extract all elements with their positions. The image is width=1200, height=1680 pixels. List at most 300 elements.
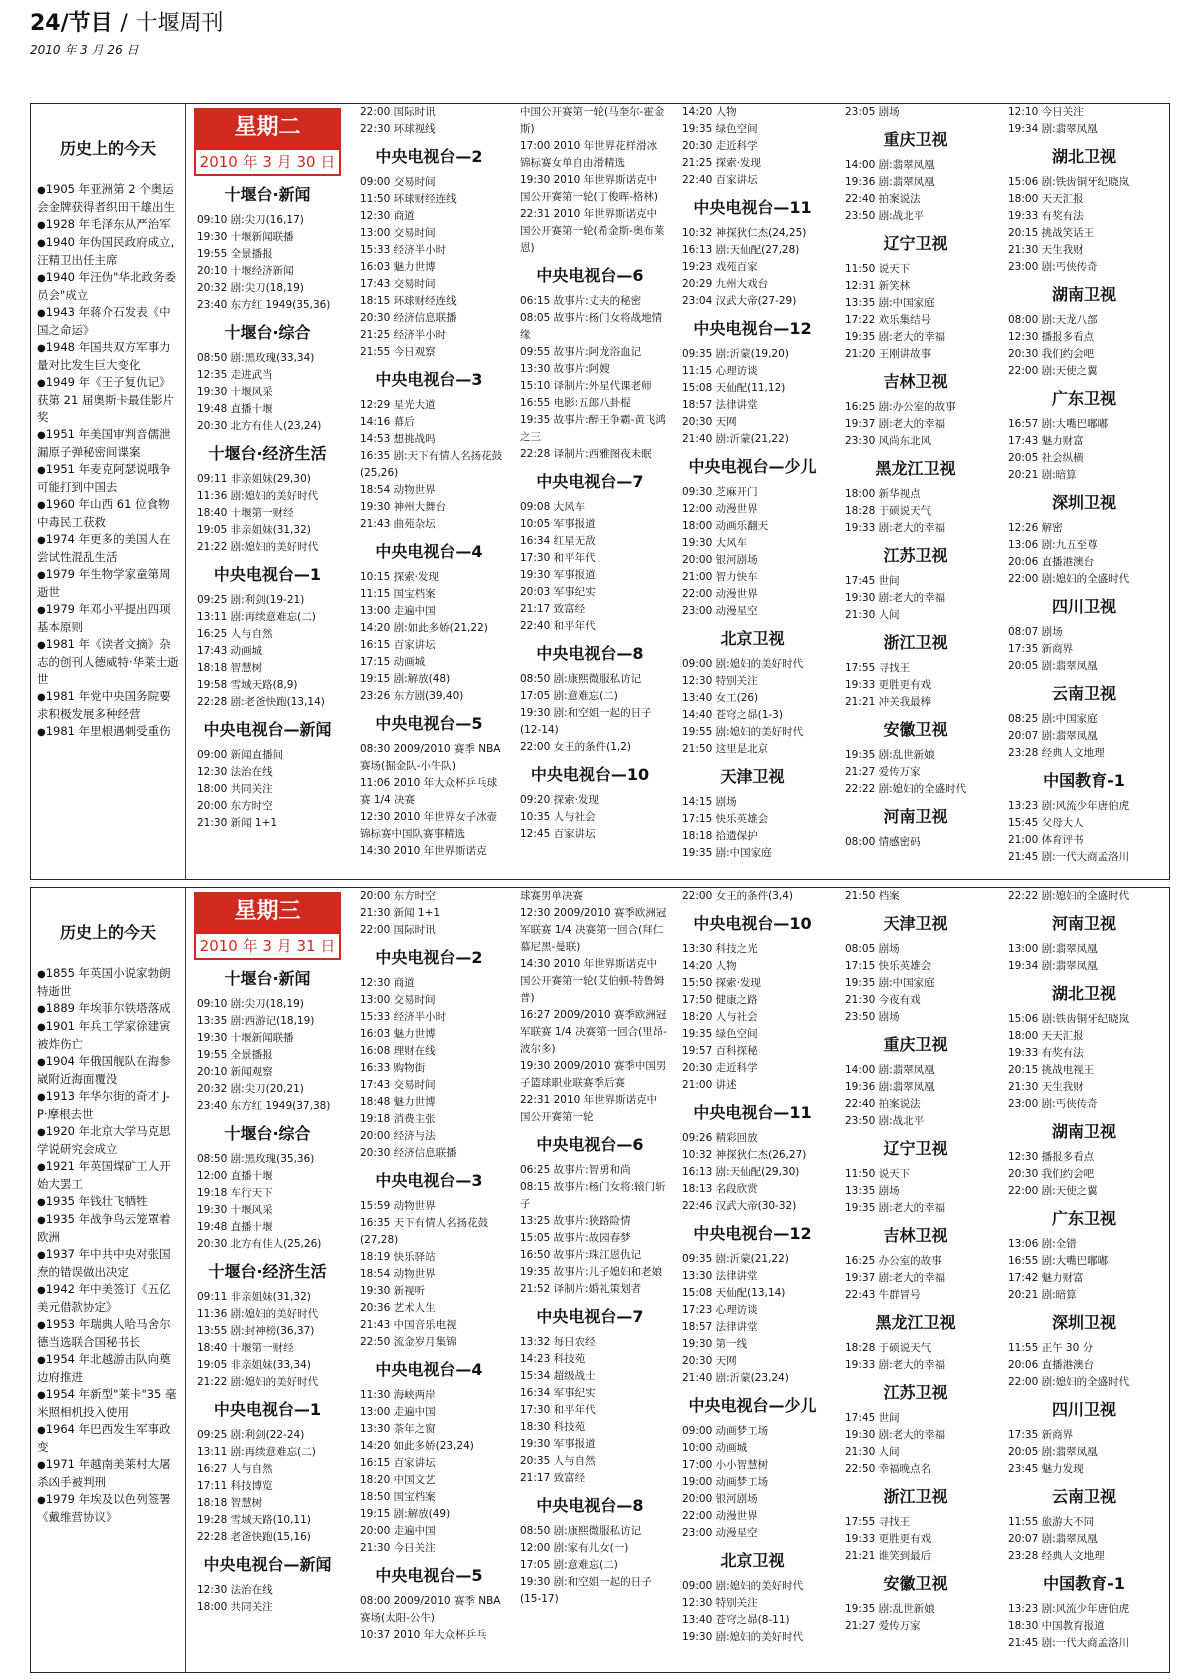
program-listing: 20:00 经济与法 xyxy=(360,1130,436,1142)
channel-name: 中央电视台—8 xyxy=(536,644,644,663)
channel-name: 江苏卫视 xyxy=(883,1383,948,1402)
program-listing: 16:03 魅力世博 xyxy=(360,1028,436,1040)
history-title: 历史上的今天 xyxy=(59,923,156,942)
program-listing: 18:57 法律讲堂 xyxy=(682,399,758,411)
section-name: 节目 xyxy=(68,11,113,36)
program-listing: 14:20 如此多娇(23,24) xyxy=(360,1440,474,1452)
channel-name: 中央电视台—少儿 xyxy=(688,1396,817,1415)
program-listing: 20:30 走近科学 xyxy=(682,1062,758,1074)
program-listing: 19:35 剧:老大的幸福 xyxy=(845,1202,946,1214)
channel-name: 吉林卫视 xyxy=(883,372,948,391)
program-listing: 19:30 十堰新闻联播 xyxy=(197,1032,294,1044)
channel-name: 天津卫视 xyxy=(883,914,948,933)
channel-name: 北京卫视 xyxy=(720,1551,785,1570)
program-listing: 16:15 百家讲坛 xyxy=(360,1457,436,1469)
program-listing: 19:30 军事报道 xyxy=(520,569,596,581)
program-listing: 12:30 2010 年世界女子冰壶锦标赛中国队赛事精选 xyxy=(360,811,498,840)
channel-name: 四川卫视 xyxy=(1051,597,1116,616)
history-item: ● 1979 年埃及以色列签署《戴维营协议》 xyxy=(37,1491,179,1526)
program-listing: 09:11 非亲姐妹(29,30) xyxy=(197,473,311,485)
program-listing: 20:00 银河剧场 xyxy=(682,554,758,566)
program-listing: 20:00 银河剧场 xyxy=(682,1493,758,1505)
history-item: ● 1855 年英国小说家勃朗特逝世 xyxy=(37,965,179,1000)
channel-name: 云南卫视 xyxy=(1051,684,1116,703)
program-listing: 23:28 经典人文地理 xyxy=(1008,747,1105,759)
program-listing: 18:54 动物世界 xyxy=(360,1268,436,1280)
history-item: ● 1951 年麦克阿瑟说哦争可能打到中国去 xyxy=(37,461,179,496)
program-listing: 12:30 特别关注 xyxy=(682,675,758,687)
program-listing: 17:30 和平年代 xyxy=(520,1404,596,1416)
program-listing: 17:42 魅力财富 xyxy=(1008,1272,1084,1284)
program-listing: 09:35 剧:沂蒙(21,22) xyxy=(682,1253,789,1265)
channel-name: 湖南卫视 xyxy=(1051,1122,1116,1141)
program-listing: 21:30 人间 xyxy=(845,609,900,621)
schedule-section-wednesday xyxy=(30,887,1170,1673)
history-item: ● 1928 年毛泽东从严治军 xyxy=(37,216,179,234)
program-listing: 12:30 法治在线 xyxy=(197,1584,273,1596)
program-listing: 19:35 剧:老大的幸福 xyxy=(845,331,946,343)
channel-name: 江苏卫视 xyxy=(883,546,948,565)
program-listing: 19:28 雪域天路(10,11) xyxy=(197,1514,311,1526)
program-listing: 13:35 剧:中国家庭 xyxy=(845,297,935,309)
program-listing: 10:37 2010 年大众杯乒乓 xyxy=(360,1629,487,1641)
program-listing: 15:33 经济半小时 xyxy=(360,244,447,256)
program-listing: 11:50 说天下 xyxy=(845,1168,911,1180)
program-listing: 22:50 幸福晚点名 xyxy=(845,1463,932,1475)
program-listing: 21:45 剧:一代大商孟洛川 xyxy=(1008,1637,1130,1649)
history-column xyxy=(31,888,186,1672)
program-listing: 17:45 世间 xyxy=(845,575,900,587)
channel-name: 中央电视台—5 xyxy=(375,714,483,733)
program-listing: 19:35 故事片:醉王争霸-黄飞鸿之三 xyxy=(520,414,666,443)
schedule-section-tuesday xyxy=(30,103,1170,880)
channel-name: 中央电视台—1 xyxy=(213,565,322,584)
program-listing: 11:50 说天下 xyxy=(845,263,911,275)
day-date: 2010 年 3 月 30 日 xyxy=(194,148,341,176)
channel-name: 中央电视台—7 xyxy=(536,472,644,491)
program-listing: 10:35 人与社会 xyxy=(520,811,596,823)
program-listing: 中国公开赛第一轮(马奎尔-霍金斯) xyxy=(520,106,665,135)
program-listing: 10:32 神探狄仁杰(24,25) xyxy=(682,227,807,239)
program-listing: 20:30 经济信息联播 xyxy=(360,1147,457,1159)
history-item: ● 1949 年《王子复仇记》获第 21 届奥斯卡最佳影片奖 xyxy=(37,374,179,426)
channel-name: 河南卫视 xyxy=(883,807,948,826)
program-listing: 14:16 幕后 xyxy=(360,416,415,428)
program-listing: 13:11 剧:再续意难忘(二) xyxy=(197,611,316,623)
program-listing: 16:57 剧:大嘴巴嘟嘟 xyxy=(1008,418,1109,430)
program-listing: 09:00 新闻直播间 xyxy=(197,749,284,761)
program-listing: 16:08 理财在线 xyxy=(360,1045,436,1057)
program-listing: 19:35 剧:乱世新娘 xyxy=(845,749,935,761)
program-listing: 20:30 北方有佳人(25,26) xyxy=(197,1238,322,1250)
channel-name: 浙江卫视 xyxy=(883,1487,948,1506)
program-listing: 06:25 故事片:智勇和尚 xyxy=(520,1164,631,1176)
program-listing: 16:13 剧:天仙配(29,30) xyxy=(682,1166,800,1178)
channel-name: 十堰台·新闻 xyxy=(224,969,311,988)
program-listing: 08:50 剧:康熙微服私访记 xyxy=(520,673,642,685)
program-listing: 19:30 剧:老大的幸福 xyxy=(845,592,946,604)
history-item: ● 1954 年新型"莱卡"35 毫米照相机投入使用 xyxy=(37,1386,179,1421)
channel-name: 安徽卫视 xyxy=(883,720,948,739)
program-listing: 19:18 消费主张 xyxy=(360,1113,436,1125)
program-listing: 18:20 中国文艺 xyxy=(360,1474,436,1486)
program-listing: 19:30 军事报道 xyxy=(520,1438,596,1450)
channel-name: 十堰台·新闻 xyxy=(224,185,311,204)
program-listing: 17:55 寻找王 xyxy=(845,662,911,674)
program-listing: 18:57 法律讲堂 xyxy=(682,1321,758,1333)
program-listing: 21:21 谁笑到最后 xyxy=(845,1550,932,1562)
program-listing: 22:40 和平年代 xyxy=(520,620,596,632)
program-listing: 21:43 曲苑杂坛 xyxy=(360,518,436,530)
program-listing: 16:03 魅力世博 xyxy=(360,261,436,273)
program-listing: 13:35 剧场 xyxy=(845,1185,900,1197)
program-listing: 14:20 人物 xyxy=(682,960,737,972)
program-listing: 13:00 走遍中国 xyxy=(360,1406,436,1418)
history-item: ● 1935 年钱壮飞牺牲 xyxy=(37,1193,179,1211)
program-listing: 19:35 绿色空间 xyxy=(682,123,758,135)
channel-name: 安徽卫视 xyxy=(883,1574,948,1593)
history-item: ● 1981 年里根遇刺受重伤 xyxy=(37,723,179,741)
schedule-column xyxy=(349,104,509,879)
program-listing: 11:30 海峡两岸 xyxy=(360,1389,436,1401)
program-listing: 17:50 健康之路 xyxy=(682,994,758,1006)
program-listing: 20:00 走遍中国 xyxy=(360,1525,436,1537)
program-listing: 18:00 新华视点 xyxy=(845,488,921,500)
program-listing: 19:58 雪域天路(8,9) xyxy=(197,679,298,691)
channel-name: 中国教育-1 xyxy=(1043,771,1125,790)
program-listing: 22:00 国际时讯 xyxy=(360,924,436,936)
history-item: ● 1979 年生物学家童第周逝世 xyxy=(37,566,179,601)
program-listing: 08:05 故事片:杨门女将战地情缘 xyxy=(520,312,663,341)
channel-name: 中央电视台—7 xyxy=(536,1307,644,1326)
program-listing: 17:43 魅力财富 xyxy=(1008,435,1084,447)
program-listing: 球赛男单决赛 xyxy=(520,890,583,902)
channel-name: 云南卫视 xyxy=(1051,1487,1116,1506)
program-listing: 21:27 爱传万家 xyxy=(845,1620,921,1632)
program-listing: 14:23 科技苑 xyxy=(520,1353,586,1365)
program-listing: 21:22 剧:媳妇的美好时代 xyxy=(197,541,319,553)
program-listing: 11:15 心理访谈 xyxy=(682,365,758,377)
program-listing: 13:00 交易时间 xyxy=(360,994,436,1006)
program-listing: 22:22 剧:媳妇的全盛时代 xyxy=(1008,890,1130,902)
program-listing: 19:34 剧:翡翠凤凰 xyxy=(1008,960,1098,972)
program-listing: 14:30 2010 年世界斯诺克 xyxy=(360,845,487,857)
program-listing: 21:30 天生我财 xyxy=(1008,244,1084,256)
program-listing: 21:17 致富经 xyxy=(520,1472,586,1484)
program-listing: 15:10 译制片:外星代课老师 xyxy=(520,380,652,392)
title-slash: / xyxy=(120,11,128,36)
program-listing: 09:25 剧:利剑(22-24) xyxy=(197,1429,305,1441)
program-listing: 13:35 剧:西游记(18,19) xyxy=(197,1015,315,1027)
channel-name: 中央电视台—6 xyxy=(536,1135,644,1154)
program-listing: 18:40 十堰第一财经 xyxy=(197,1342,294,1354)
program-listing: 23:40 东方红 1949(35,36) xyxy=(197,299,331,311)
channel-name: 中央电视台—10 xyxy=(693,914,812,933)
program-listing: 08:00 剧:天龙八部 xyxy=(1008,314,1098,326)
history-item: ● 1971 年越南美莱村大屠杀凶手被判刑 xyxy=(37,1456,179,1491)
program-listing: 09:20 探索·发现 xyxy=(520,794,599,806)
program-listing: 17:30 和平年代 xyxy=(520,552,596,564)
program-listing: 19:00 动画梦工场 xyxy=(682,1476,769,1488)
program-listing: 11:15 国宝档案 xyxy=(360,588,436,600)
history-item: ● 1979 年邓小平提出四项基本原则 xyxy=(37,601,179,636)
program-listing: 13:11 剧:再续意难忘(二) xyxy=(197,1446,316,1458)
program-listing: 20:30 走近科学 xyxy=(682,140,758,152)
program-listing: 12:45 百家讲坛 xyxy=(520,828,596,840)
program-listing: 12:29 星光大道 xyxy=(360,399,436,411)
history-item: ● 1981 年党中央国务院要求积极发展多种经营 xyxy=(37,688,179,723)
program-listing: 22:30 环球视线 xyxy=(360,123,436,135)
channel-name: 中央电视台—4 xyxy=(375,542,483,561)
program-listing: 15:08 天仙配(11,12) xyxy=(682,382,786,394)
program-listing: 19:15 剧:解放(49) xyxy=(360,1508,451,1520)
program-listing: 19:30 神州大舞台 xyxy=(360,501,447,513)
program-listing: 12:30 法治在线 xyxy=(197,766,273,778)
program-listing: 17:55 寻找王 xyxy=(845,1516,911,1528)
channel-name: 广东卫视 xyxy=(1051,389,1116,408)
program-listing: 19:35 剧:乱世新娘 xyxy=(845,1603,935,1615)
program-listing: 17:11 科技博览 xyxy=(197,1480,273,1492)
program-listing: 14:00 剧:翡翠凤凰 xyxy=(845,159,935,171)
program-listing: 23:45 魅力发现 xyxy=(1008,1463,1084,1475)
program-listing: 11:36 剧:媳妇的美好时代 xyxy=(197,1308,319,1320)
program-listing: 19:35 剧:中国家庭 xyxy=(845,977,935,989)
program-listing: 21:55 今日观察 xyxy=(360,346,436,358)
channel-name: 湖南卫视 xyxy=(1051,285,1116,304)
program-listing: 19:15 剧:解放(48) xyxy=(360,673,451,685)
program-listing: 20:05 剧:翡翠凤凰 xyxy=(1008,1446,1098,1458)
program-listing: 20:30 天网 xyxy=(682,416,737,428)
history-item: ● 1954 年北越游击队向奠边府推进 xyxy=(37,1351,179,1386)
program-listing: 16:55 剧:大嘴巴嘟嘟 xyxy=(1008,1255,1109,1267)
program-listing: 19:55 全景播报 xyxy=(197,248,273,260)
schedule-column xyxy=(997,104,1171,879)
program-listing: 10:32 神探狄仁杰(26,27) xyxy=(682,1149,807,1161)
channel-name: 十堰台·经济生活 xyxy=(208,1262,327,1281)
history-item: ● 1951 年美国审判音儒泄漏原子弹秘密间谍案 xyxy=(37,426,179,461)
program-listing: 19:30 第一线 xyxy=(682,1338,748,1350)
channel-name: 广东卫视 xyxy=(1051,1209,1116,1228)
channel-name: 黑龙江卫视 xyxy=(875,459,956,478)
page-number: 24/ xyxy=(30,11,69,36)
program-listing: 22:43 牛群冒号 xyxy=(845,1289,921,1301)
program-listing: 17:15 快乐英雄会 xyxy=(845,960,932,972)
program-listing: 23:00 动漫星空 xyxy=(682,605,758,617)
program-listing: 20:32 剧:尖刀(18,19) xyxy=(197,282,304,294)
program-listing: 21:30 新闻 1+1 xyxy=(197,817,278,829)
program-listing: 23:28 经典人文地理 xyxy=(1008,1550,1105,1562)
program-listing: 12:00 动漫世界 xyxy=(682,503,758,515)
program-listing: 17:43 动画城 xyxy=(197,645,263,657)
program-listing: 09:00 交易时间 xyxy=(360,176,436,188)
channel-name: 中央电视台—12 xyxy=(693,319,812,338)
program-listing: 21:30 新闻 1+1 xyxy=(360,907,441,919)
program-listing: 08:50 剧:黑玫瑰(33,34) xyxy=(197,352,315,364)
program-listing: 16:25 人与自然 xyxy=(197,628,273,640)
history-item: ● 1981 年《读者文摘》杂志的创刊人德威特·华莱士逝世 xyxy=(37,636,179,688)
program-listing: 23:40 东方红 1949(37,38) xyxy=(197,1100,331,1112)
program-listing: 08:25 剧:中国家庭 xyxy=(1008,713,1098,725)
program-listing: 21:45 剧:一代大商孟洛川 xyxy=(1008,851,1130,863)
program-listing: 09:10 剧:尖刀(18,19) xyxy=(197,998,304,1010)
program-listing: 21:52 译制片:婚礼策划者 xyxy=(520,1283,642,1295)
program-listing: 20:30 我们约会吧 xyxy=(1008,1168,1095,1180)
program-listing: 16:35 天下有情人名扬花鼓(27,28) xyxy=(360,1217,489,1246)
program-listing: 21:30 天生我财 xyxy=(1008,1081,1084,1093)
program-listing: 22:00 女王的条件(3,4) xyxy=(682,890,793,902)
program-listing: 13:00 走遍中国 xyxy=(360,605,436,617)
program-listing: 12:00 直播十堰 xyxy=(197,1170,273,1182)
program-listing: 11:06 2010 年大众杯乒乓球赛 1/4 决赛 xyxy=(360,777,498,806)
program-listing: 15:06 剧:铁齿铜牙纪晓岚 xyxy=(1008,176,1130,188)
program-listing: 12:30 商道 xyxy=(360,977,415,989)
channel-name: 河南卫视 xyxy=(1051,914,1116,933)
program-listing: 19:30 十堰风采 xyxy=(197,1204,273,1216)
program-listing: 15:08 天仙配(13,14) xyxy=(682,1287,786,1299)
channel-name: 十堰台·经济生活 xyxy=(208,444,327,463)
program-listing: 13:23 剧:风流少年唐伯虎 xyxy=(1008,1603,1130,1615)
program-listing: 15:05 故事片:故园春梦 xyxy=(520,1232,631,1244)
program-listing: 21:50 这里是北京 xyxy=(682,743,769,755)
channel-name: 中央电视台—2 xyxy=(375,948,483,967)
program-listing: 20:07 剧:翡翠凤凰 xyxy=(1008,730,1098,742)
history-item: ● 1964 年巴西发生军事政变 xyxy=(37,1421,179,1456)
program-listing: 18:15 环球财经连线 xyxy=(360,295,457,307)
program-listing: 11:36 剧:媳妇的美好时代 xyxy=(197,490,319,502)
program-listing: 19:30 剧:老大的幸福 xyxy=(845,1429,946,1441)
program-listing: 22:00 剧:媳妇的全盛时代 xyxy=(1008,1376,1130,1388)
program-listing: 12:30 2009/2010 赛季欧洲冠军联赛 1/4 决赛第一回合(拜仁慕尼黑-曼联) xyxy=(520,907,667,953)
program-listing: 21:30 今夜有戏 xyxy=(845,994,921,1006)
program-listing: 08:00 2009/2010 赛季 NBA 赛场(太阳-公牛) xyxy=(360,1595,501,1624)
program-listing: 20:10 新闻观察 xyxy=(197,1066,273,1078)
program-listing: 20:10 十堰经济新闻 xyxy=(197,265,294,277)
program-listing: 23:26 东方剧(39,40) xyxy=(360,690,464,702)
program-listing: 22:31 2010 年世界斯诺克中国公开赛第一轮(希金斯-奥布莱恩) xyxy=(520,208,665,254)
program-listing: 19:48 直播十堰 xyxy=(197,403,273,415)
program-listing: 09:11 非亲姐妹(31,32) xyxy=(197,1291,311,1303)
page-title xyxy=(30,6,223,37)
program-listing: 19:23 戏苑百家 xyxy=(682,261,758,273)
program-listing: 16:55 电影:五郎八卦棍 xyxy=(520,397,631,409)
program-listing: 08:15 故事片:杨门女将:辕门斩子 xyxy=(520,1181,666,1210)
channel-name: 湖北卫视 xyxy=(1051,147,1116,166)
program-listing: 14:00 剧:翡翠凤凰 xyxy=(845,1064,935,1076)
program-listing: 21:40 剧:沂蒙(23,24) xyxy=(682,1372,789,1384)
program-listing: 15:06 剧:铁齿铜牙纪晓岚 xyxy=(1008,1013,1130,1025)
program-listing: 21:21 冲关我最棒 xyxy=(845,696,932,708)
program-listing: 16:34 军事纪实 xyxy=(520,1387,596,1399)
channel-name: 十堰台·综合 xyxy=(224,323,311,342)
schedule-column xyxy=(997,888,1171,1672)
program-listing: 08:05 剧场 xyxy=(845,943,900,955)
channel-name: 中央电视台—3 xyxy=(375,1171,483,1190)
program-listing: 21:00 体育评书 xyxy=(1008,834,1084,846)
channel-name: 中央电视台—8 xyxy=(536,1496,644,1515)
program-listing: 13:06 剧:九五至尊 xyxy=(1008,539,1098,551)
channel-name: 四川卫视 xyxy=(1051,1400,1116,1419)
schedule-column xyxy=(186,888,349,1672)
program-listing: 18:18 智慧树 xyxy=(197,662,263,674)
program-listing: 11:50 环球财经连线 xyxy=(360,193,457,205)
program-listing: 13:30 茶年之窗 xyxy=(360,1423,436,1435)
program-listing: 20:05 剧:翡翠凤凰 xyxy=(1008,660,1098,672)
program-listing: 13:32 每日农经 xyxy=(520,1336,596,1348)
program-listing: 18:48 魅力世博 xyxy=(360,1096,436,1108)
program-listing: 17:35 新商界 xyxy=(1008,1429,1074,1441)
program-listing: 22:40 拍案说法 xyxy=(845,193,921,205)
program-listing: 14:30 2010 年世界斯诺克中国公开赛第一轮(艾伯顿-特鲁姆普) xyxy=(520,958,665,1004)
program-listing: 06:15 故事片:丈夫的秘密 xyxy=(520,295,642,307)
program-listing: 10:05 军事报道 xyxy=(520,518,596,530)
program-listing: 21:25 探索·发现 xyxy=(682,157,761,169)
history-item: ● 1905 年亚洲第 2 个奥运会金牌获得者织田干雄出生 xyxy=(37,181,179,216)
program-listing: 19:33 有奖有法 xyxy=(1008,210,1084,222)
program-listing: 14:40 苍穹之昴(1-3) xyxy=(682,709,783,721)
program-listing: 16:33 购物街 xyxy=(360,1062,426,1074)
program-listing: 18:40 十堰第一财经 xyxy=(197,507,294,519)
program-listing: 13:25 故事片:狭路险情 xyxy=(520,1215,631,1227)
schedule-column xyxy=(671,888,834,1672)
program-listing: 20:36 艺术人生 xyxy=(360,1302,436,1314)
program-listing: 19:33 更胜更有戏 xyxy=(845,1533,932,1545)
program-listing: 19:57 百科探秘 xyxy=(682,1045,758,1057)
program-listing: 18:50 国宝档案 xyxy=(360,1491,436,1503)
program-listing: 14:15 剧场 xyxy=(682,796,737,808)
channel-name: 中央电视台—11 xyxy=(693,1103,812,1122)
program-listing: 19:05 非亲姐妹(33,34) xyxy=(197,1359,311,1371)
program-listing: 19:30 2009/2010 赛季中国男子篮球职业联赛季后赛 xyxy=(520,1060,667,1089)
program-listing: 23:50 剧:战北平 xyxy=(845,1115,925,1127)
program-listing: 20:21 剧:暗算 xyxy=(1008,469,1077,481)
program-listing: 17:15 动画城 xyxy=(360,656,426,668)
program-listing: 22:40 拍案说法 xyxy=(845,1098,921,1110)
program-listing: 19:37 剧:老大的幸福 xyxy=(845,1272,946,1284)
program-listing: 13:30 故事片:阿嫂 xyxy=(520,363,610,375)
program-listing: 23:00 剧:丐侠传奇 xyxy=(1008,1098,1098,1110)
program-listing: 17:05 剧:意难忘(二) xyxy=(520,690,618,702)
history-item: ● 1943 年蒋介石发表《中国之命运》 xyxy=(37,304,179,339)
schedule-column xyxy=(186,104,349,879)
program-listing: 20:15 挑战笑话王 xyxy=(1008,227,1095,239)
program-listing: 12:30 播报多看点 xyxy=(1008,1151,1095,1163)
program-listing: 19:35 剧:中国家庭 xyxy=(682,847,772,859)
program-listing: 16:25 剧:办公室的故事 xyxy=(845,401,956,413)
program-listing: 18:00 天天汇报 xyxy=(1008,1030,1084,1042)
program-listing: 18:00 共同关注 xyxy=(197,1601,273,1613)
program-listing: 21:40 剧:沂蒙(21,22) xyxy=(682,433,789,445)
program-listing: 18:00 天天汇报 xyxy=(1008,193,1084,205)
history-item: ● 1935 年战争鸟云笼罩着欧洲 xyxy=(37,1211,179,1246)
program-listing: 13:30 法律讲堂 xyxy=(682,1270,758,1282)
history-item: ● 1942 年中美签订《五亿美元借款协定》 xyxy=(37,1281,179,1316)
channel-name: 湖北卫视 xyxy=(1051,984,1116,1003)
program-listing: 19:30 十堰风采 xyxy=(197,386,273,398)
program-listing: 20:06 直播港澳台 xyxy=(1008,556,1095,568)
program-listing: 19:30 剧:和空姐一起的日子(12-14) xyxy=(520,707,652,736)
program-listing: 19:55 全景播报 xyxy=(197,1049,273,1061)
program-listing: 11:55 正午 30 分 xyxy=(1008,1342,1094,1354)
program-listing: 23:50 剧场 xyxy=(845,1011,900,1023)
program-listing: 19:35 绿色空间 xyxy=(682,1028,758,1040)
program-listing: 14:20 人物 xyxy=(682,106,737,118)
program-listing: 22:28 剧:老爸快跑(13,14) xyxy=(197,696,325,708)
channel-name: 深圳卫视 xyxy=(1051,1313,1116,1332)
program-listing: 12:10 今日关注 xyxy=(1008,106,1084,118)
program-listing: 16:35 剧:天下有情人名扬花鼓(25,26) xyxy=(360,450,503,479)
program-listing: 18:00 动画乐翻天 xyxy=(682,520,769,532)
program-listing: 09:30 芝麻开门 xyxy=(682,486,758,498)
